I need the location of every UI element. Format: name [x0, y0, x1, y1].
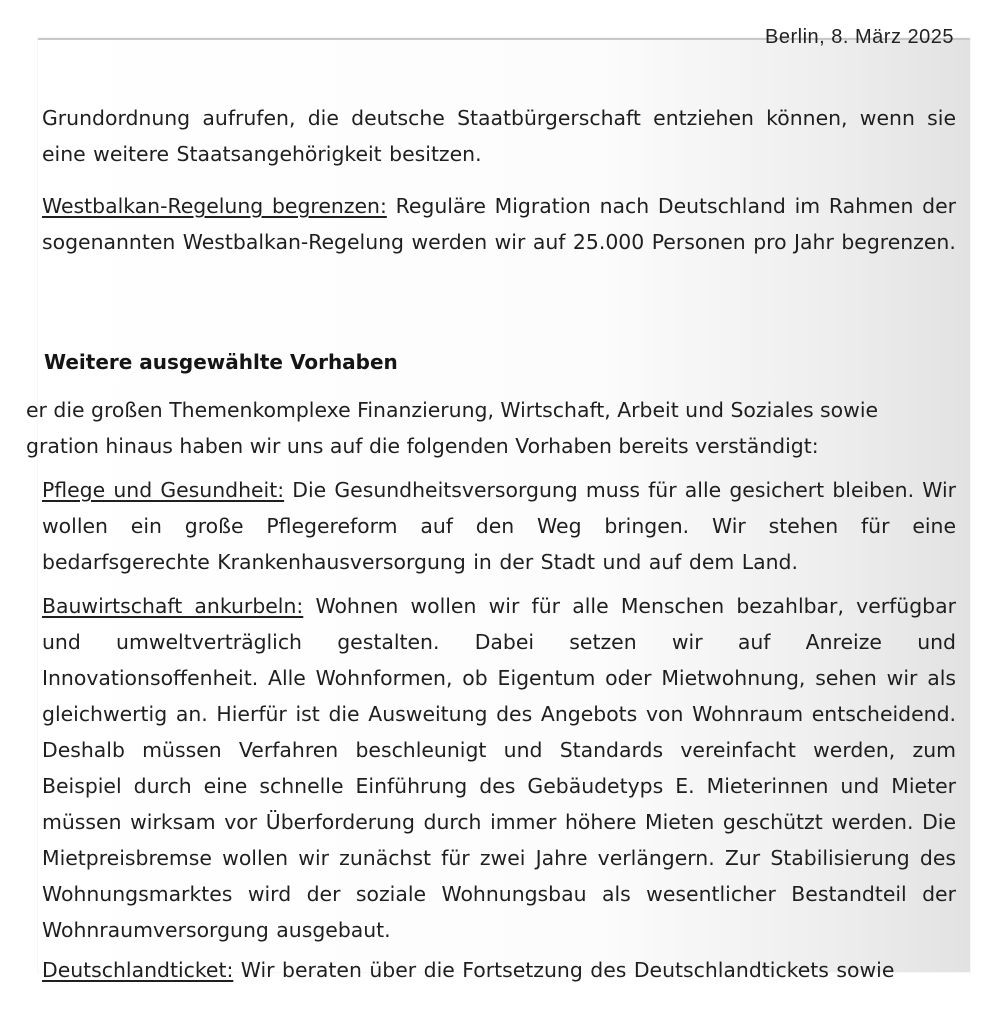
document-page — [26, 26, 970, 982]
westbalkan-title: Westbalkan-Regelung begrenzen: — [42, 194, 387, 218]
westbalkan-text: Reguläre Migration nach Deutschland im Rahmen der sogenannten Westbalkan-Regelung werden wir auf 25.000 Personen pro Jahr begrenzen. — [42, 194, 956, 254]
paragraph-deutschlandticket — [42, 952, 956, 988]
pflege-title: Pflege und Gesundheit: — [42, 478, 285, 502]
document-date: Berlin, 8. März 2025 — [765, 26, 954, 48]
intro-line-2: gration hinaus haben wir uns auf die folgenden Vorhaben bereits verständigt: — [26, 434, 819, 458]
paragraph-westbalkan — [42, 188, 956, 260]
page-content — [26, 26, 970, 982]
section-heading: Weitere ausgewählte Vorhaben — [44, 350, 398, 374]
paragraph-pflege — [42, 472, 956, 580]
intro-line-1: er die großen Themenkomplexe Finanzierung, Wirtschaft, Arbeit und Soziales sowie — [26, 398, 879, 422]
paragraph-grundordnung: Grundordnung aufrufen, die deutsche Staatbürgerschaft entziehen können, wenn sie eine weitere Staatsangehörigkeit besitzen. — [42, 106, 956, 166]
deutschlandticket-text: Wir beraten über die Fortsetzung des Deutschlandtickets sowie — [233, 958, 895, 982]
deutschlandticket-title: Deutschlandticket: — [42, 958, 234, 982]
paragraph-bauwirtschaft — [42, 588, 956, 948]
bau-title: Bauwirtschaft ankurbeln: — [42, 594, 304, 618]
intro-paragraph — [26, 392, 958, 464]
bau-text: Wohnen wollen wir für alle Menschen bezahlbar, verfügbar und umweltverträglich gestalten. Dabei setzen wir auf Anreize und Innovationsoffenheit. Alle Wohnformen, ob Eigentum oder Mietwohnung, sehen wir als gleichwertig an. Hierfür ist die Ausweitung des Angebots von Wohnraum entscheidend. Deshalb müssen Verfahren beschleunigt und Standards vereinfacht werden, zum Beispiel durch eine schnelle Einführung des Gebäudetyps E. Mieterinnen und Mieter müssen wirksam vor Überforderung durch immer höhere Mieten geschützt werden. Die Mietpreisbremse wollen wir zunächst für zwei Jahre verlängern. Zur Stabilisierung des Wohnungsmarktes wird der soziale Wohnungsbau als wesentlicher Bestandteil der Wohnraumversorgung ausgebaut. — [42, 594, 956, 942]
pflege-text: Die Gesundheitsversorgung muss für alle gesichert bleiben. Wir wollen ein große Pflegereform auf den Weg bringen. Wir stehen für eine bedarfsgerechte Krankenhausversorgung in der Stadt und auf dem Land. — [42, 478, 957, 574]
